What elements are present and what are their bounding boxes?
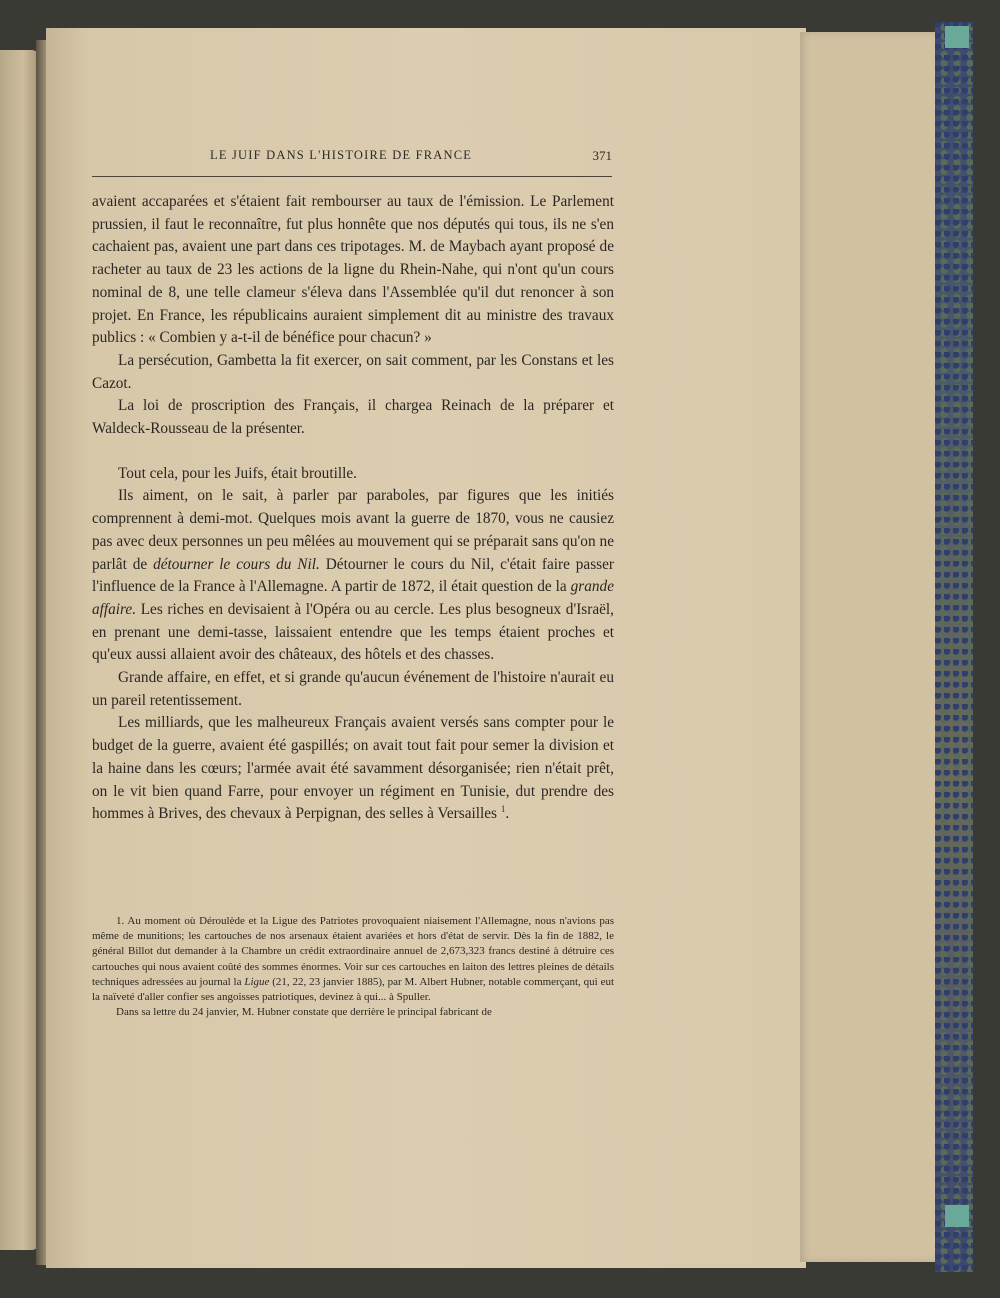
section-break [92,441,614,463]
cover-corner-top [945,26,969,48]
paragraph: La persécution, Gambetta la fit exercer, on sait comment, par les Constans et les Cazot. [92,351,614,392]
text-run: (21, 22, 23 janvier 1885), par M. Albert Hubner, notable commerçant, qui eut la naïveté d'aller confier ses angoisses patriotiques, devinez à qui... à Spuller. [92,975,615,1004]
text-run: Les riches en devisaient à l'Opéra ou au cercle. Les plus besogneux d'Israël, en prenant une demi-tasse, laissaient entendre que les temps étaient proches et qu'eux aussi allaient avoir des châteaux, des hôtels et des chasses. [92,600,614,664]
footnote: Dans sa lettre du 24 janvier, M. Hubner constate que derrière le principal fabricant de [116,1006,492,1019]
paragraph: avaient accaparées et s'étaient fait rembourser au taux de l'émission. Le Parlement prussien, il faut le reconnaître, fut plus honnête que nos députés qui tous, ils ne s'en cachaient pas, avaient une part dans ces tripotages. M. de Maybach ayant proposé de racheter au taux de 23 les actions de la ligne du Rhein-Nahe, qui n'ont qu'un cours nominal de 8, une telle clameur s'éleva dans l'Assemblée qu'il dut renoncer à son projet. En France, les républicains auraient simplement dit au ministre des travaux publics : « Combien y a-t-il de bénéfice pour chacun? » [92,193,614,347]
page-number: 371 [592,148,612,163]
page-block-edges [800,32,942,1262]
running-title: LE JUIF DANS L'HISTOIRE DE FRANCE [210,148,473,162]
paragraph: Tout cela, pour les Juifs, était broutille. [118,464,357,482]
footnote [92,914,614,1005]
left-page-edge [0,50,38,1250]
text-run: 1. Au moment où Déroulède et la Ligue des Patriotes provoquaient niaisement l'Allemagne, nous n'avions pas même de munitions; les cartouches de nos arsenaux étaient avariées et hors d'état de servir. Dès la fin de 1882, le général Billot dut demander à la Chambre un crédit extraordinaire annuel de 2,673,323 francs destiné à détruire ces cartouches qui nous avaient coûté des sommes énormes. Voir sur ces cartouches en laiton des lettres pleines de détails techniques adressées au journal la [92,915,614,988]
paragraph: La loi de proscription des Français, il chargea Reinach de la préparer et Waldeck-Rousseau de la présenter. [92,397,614,438]
body-text [92,191,614,826]
italic-phrase: Ligue [244,975,270,988]
footnote-marker: 1 [500,804,506,815]
text-run: Ils aiment, on le sait, à parler par paraboles, par figures que les initiés comprennent à demi-mot. Quelques mois avant la guerre de 1870, vous ne causiez pas avec deux personnes un peu mêlées au mouvement qui se préparait sans qu'on ne parlât de [92,487,614,573]
text-run: . [505,805,510,823]
italic-phrase: détourner le cours du Nil. [153,555,320,573]
footnotes [92,914,614,1020]
paragraph [92,485,614,667]
paragraph [92,712,614,826]
marbled-cover [935,22,973,1272]
running-header [92,148,612,168]
text-run: Les milliards, que les malheureux Français avaient versés sans compter pour le budget de la guerre, avaient été gaspillés; on avait tout fait pour semer la division et la haine dans les cœurs; l'armée avait été savamment désorganisée; rien n'était prêt, on le vit bien quand Farre, pour envoyer un régiment en Tunisie, dut prendre des hommes à Brives, des chevaux à Perpignan, des selles à Versailles [92,714,614,823]
paragraph: Grande affaire, en effet, et si grande qu'aucun événement de l'histoire n'aurait eu un pareil retentissement. [92,669,614,709]
cover-corner-bottom [945,1205,969,1227]
text-run: Détourner le cours du Nil, c'était faire passer l'influence de la France à l'Allemagne. A partir de 1872, il était question de la [92,555,614,596]
italic-phrase: grande affaire. [92,578,614,618]
header-rule [92,176,612,177]
